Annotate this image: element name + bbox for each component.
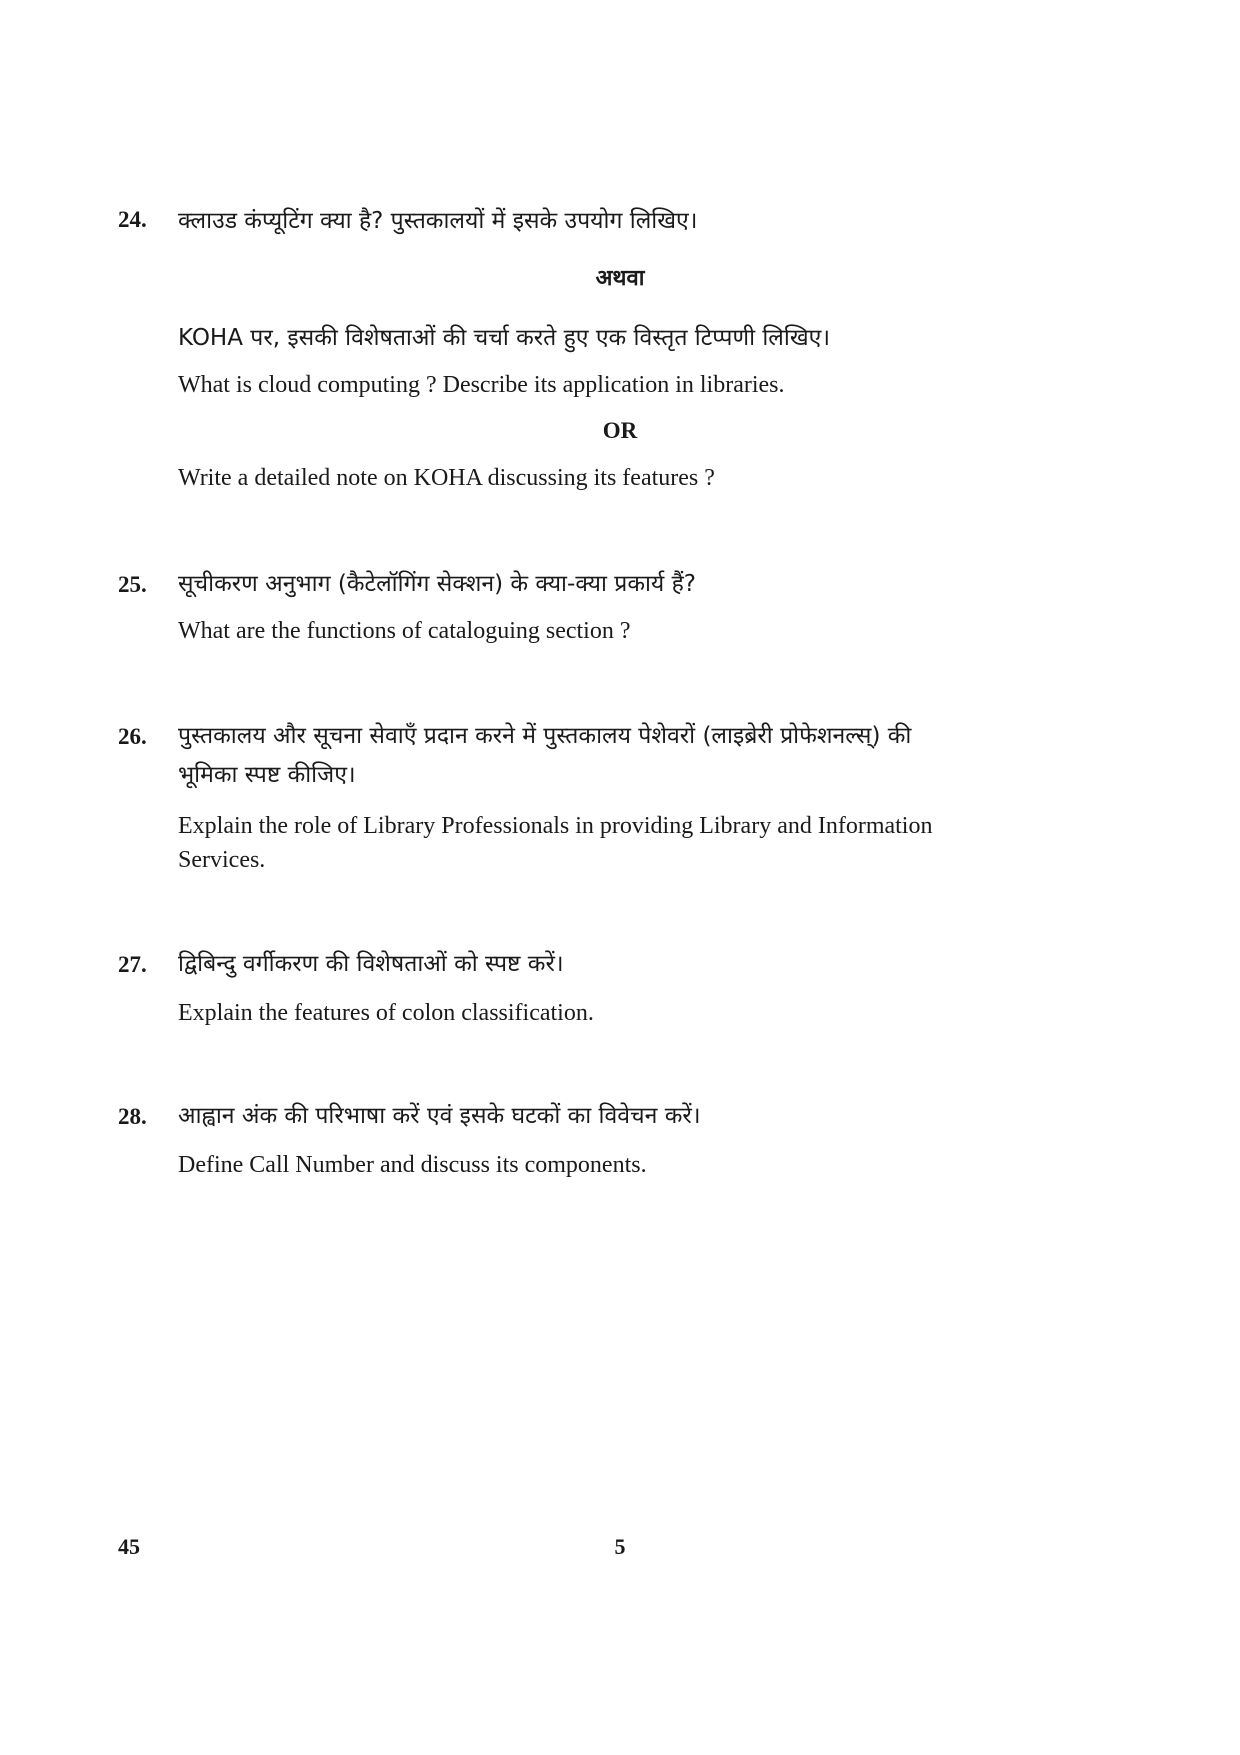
question-text-english-continued: Services.: [178, 847, 266, 873]
question-text-hindi: द्विबिन्दु वर्गीकरण की विशेषताओं को स्पष्ट करें।: [178, 951, 564, 977]
question-number: 25.: [118, 572, 147, 597]
question-number: 28.: [118, 1104, 147, 1129]
question-alt-text-hindi: KOHA पर, इसकी विशेषताओं की चर्चा करते हुए एक विस्तृत टिप्पणी लिखिए।: [178, 325, 831, 351]
or-divider-english: OR: [602, 418, 638, 443]
paper-code: 45: [118, 1534, 140, 1559]
question-text-hindi: आह्वान अंक की परिभाषा करें एवं इसके घटकों का विवेचन करें।: [178, 1103, 701, 1129]
page-number: 5: [614, 1534, 626, 1559]
question-number: 27.: [118, 952, 147, 977]
or-divider-hindi: अथवा: [595, 266, 645, 291]
question-text-english: Define Call Number and discuss its components.: [178, 1152, 647, 1178]
question-text-english: What is cloud computing ? Describe its application in libraries.: [178, 372, 785, 398]
question-text-hindi: पुस्तकालय और सूचना सेवाएँ प्रदान करने में पुस्तकालय पेशेवरों (लाइब्रेरी प्रोफेशनल्स्) की: [178, 723, 912, 749]
question-number: 24.: [118, 207, 147, 232]
question-alt-text-english: Write a detailed note on KOHA discussing its features ?: [178, 465, 715, 491]
question-text-hindi: क्लाउड कंप्यूटिंग क्या है? पुस्तकालयों में इसके उपयोग लिखिए।: [178, 208, 698, 234]
question-text-english: Explain the features of colon classification.: [178, 1000, 594, 1026]
question-text-english: What are the functions of cataloguing section ?: [178, 618, 631, 644]
question-number: 26.: [118, 724, 147, 749]
question-text-english: Explain the role of Library Professionals in providing Library and Information: [178, 813, 933, 839]
question-text-hindi-continued: भूमिका स्पष्ट कीजिए।: [178, 762, 356, 788]
question-text-hindi: सूचीकरण अनुभाग (कैटेलॉगिंग सेक्शन) के क्या-क्या प्रकार्य हैं?: [178, 571, 697, 597]
